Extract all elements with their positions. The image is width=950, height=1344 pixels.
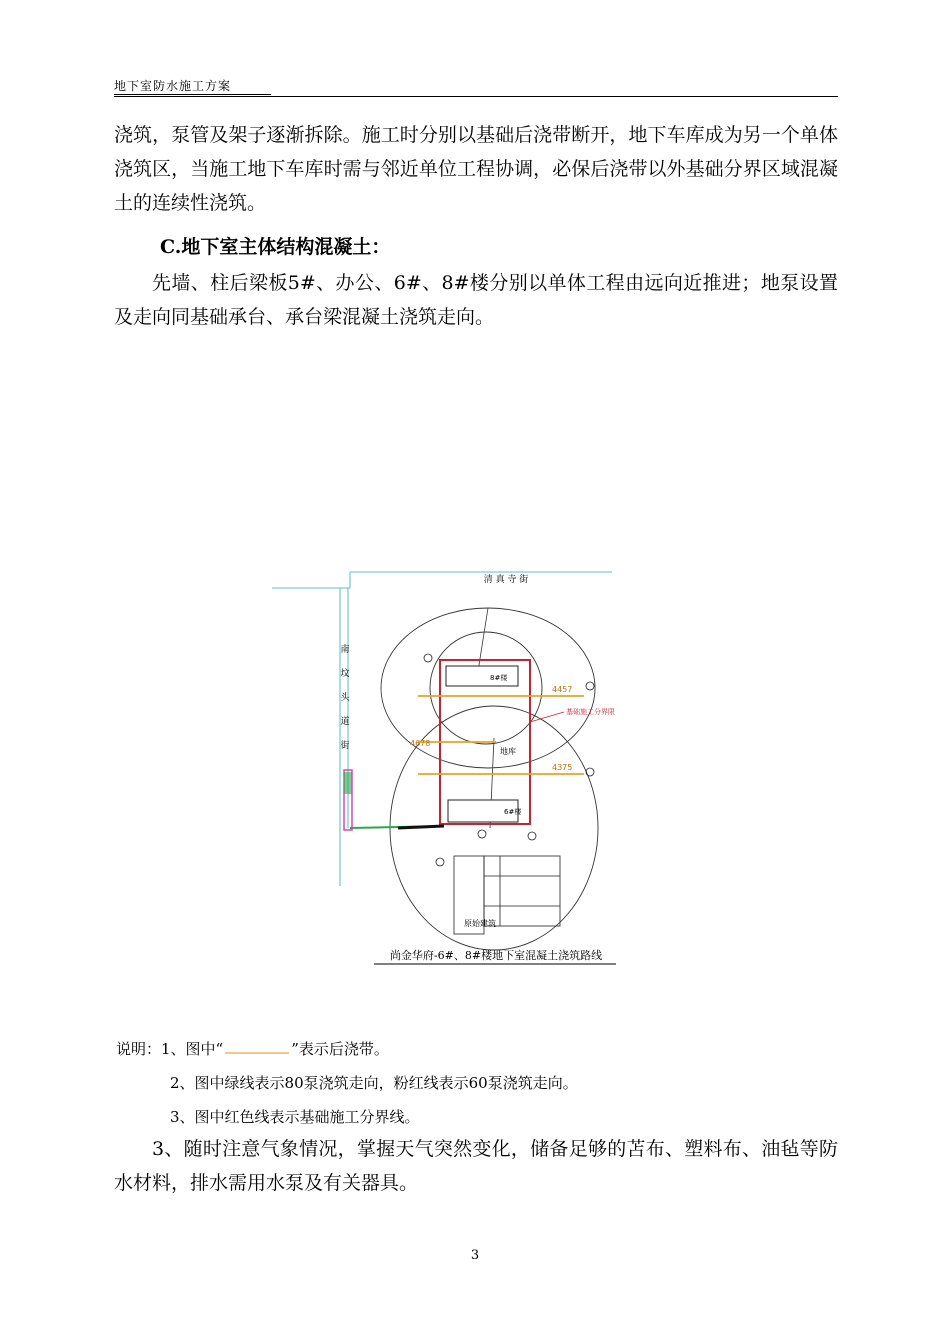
street-left-label: [340, 643, 350, 751]
building-8-label: 8#楼: [490, 674, 508, 682]
site-plan-figure: [268, 566, 618, 968]
dimension-1: 4457: [552, 685, 573, 694]
header-title: 地下室防水施工方案: [114, 78, 271, 95]
building-6-label: 6#楼: [504, 808, 522, 816]
note-1-suffix: ”表示后浇带。: [291, 1040, 389, 1058]
svg-text:街: 街: [340, 741, 350, 751]
section-heading-c: C.地下室主体结构混凝土：: [160, 236, 391, 258]
dimension-2: 4678: [410, 739, 431, 748]
boundary-label: 基础施工分界限: [566, 708, 615, 716]
garage-label: 地库: [500, 747, 516, 756]
svg-text:坟: 坟: [340, 669, 350, 679]
paragraph-1: 浇筑，泵管及架子逐渐拆除。施工时分别以基础后浇带断开，地下车库成为另一个单体浇筑区，当施工地下车库时需与邻近单位工程协调，必保后浇带以外基础分界区域混凝土的连续性浇筑。: [114, 124, 838, 214]
old-building-label: 原始建筑: [464, 919, 496, 928]
svg-text:道: 道: [340, 717, 350, 727]
crane-circles: [430, 632, 542, 744]
road-lines: [272, 572, 612, 886]
note-1-prefix: 说明：1、图中“: [116, 1040, 224, 1058]
street-top-label: 清 真 寺 街: [483, 575, 529, 585]
post-pour-legend-swatch: [225, 1040, 289, 1054]
svg-text:头: 头: [340, 693, 350, 703]
page-number: 3: [470, 1248, 480, 1263]
svg-text:南: 南: [340, 645, 350, 655]
notes-block: [116, 1032, 578, 1134]
page-header: [114, 78, 838, 97]
figure-caption: 尚金华府-6#、8#楼地下室混凝土浇筑路线: [389, 949, 603, 962]
note-line-3: 3、图中红色线表示基础施工分界线。: [170, 1108, 420, 1126]
paragraph-3: 3、随时注意气象情况，掌握天气突然变化，储备足够的苫布、塑料布、油毡等防水材料，排水需用水泵及有关器具。: [114, 1138, 838, 1194]
note-line-2: 2、图中绿线表示80泵浇筑走向，粉红线表示60泵浇筑走向。: [170, 1074, 578, 1092]
dimension-3: 4375: [552, 763, 573, 772]
paragraph-2: 先墙、柱后梁板5#、办公、6#、8#楼分别以单体工程由远向近推进；地泵设置及走向同基础承台、承台梁混凝土浇筑走向。: [114, 272, 838, 328]
note-line-1: [116, 1032, 578, 1066]
